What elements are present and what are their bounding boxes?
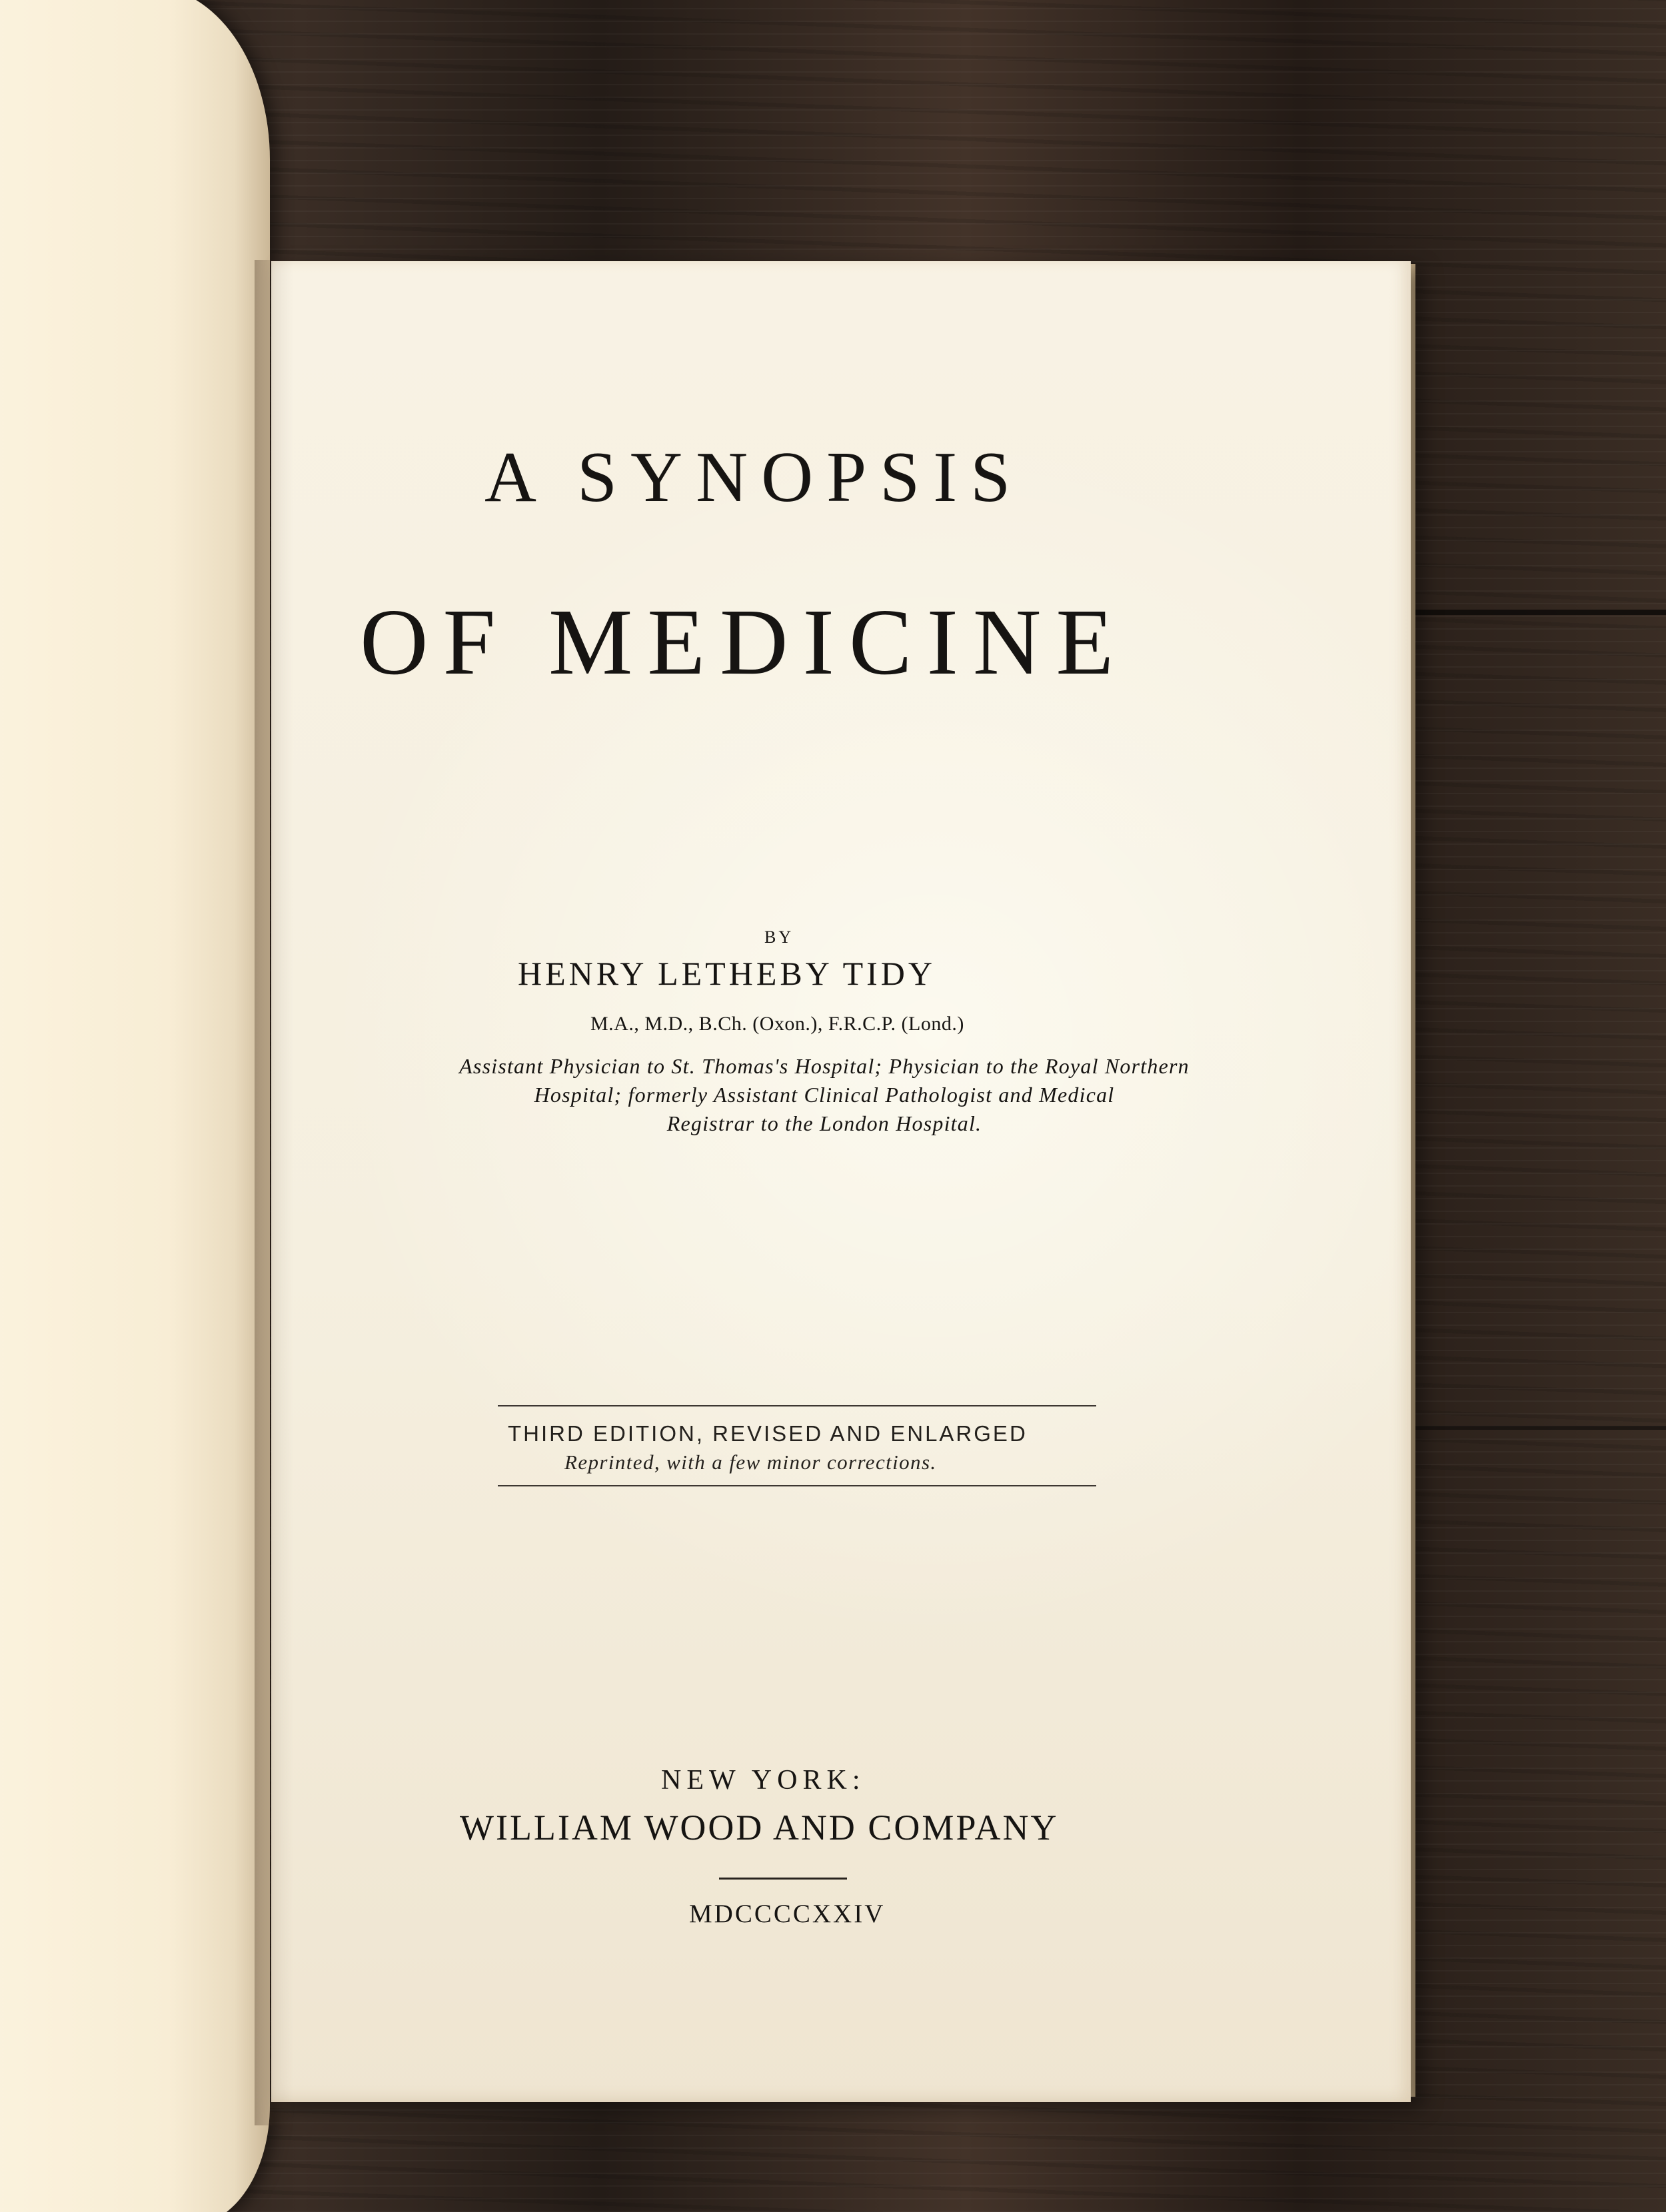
book-title-line-2: OF MEDICINE (360, 589, 1129, 694)
publisher-name: WILLIAM WOOD AND COMPANY (460, 1808, 1059, 1848)
author-affiliation-line-3: Registrar to the London Hospital. (666, 1111, 982, 1135)
by-label: BY (764, 927, 794, 947)
author-affiliation-line-2: Hospital; formerly Assistant Clinical Pathologist and Medical (534, 1083, 1115, 1107)
author-name: HENRY LETHEBY TIDY (518, 955, 936, 992)
reprint-note: Reprinted, with a few minor corrections. (564, 1450, 937, 1474)
publication-place: NEW YORK: (661, 1765, 866, 1796)
author-degrees: M.A., M.D., B.Ch. (Oxon.), F.R.C.P. (Lond.) (590, 1013, 964, 1035)
wood-plank-gap (1413, 610, 1666, 615)
left-blank-page (0, 0, 270, 2212)
book-title-line-1: A SYNOPSIS (484, 438, 1024, 517)
author-affiliation-line-1: Assistant Physician to St. Thomas's Hospital; Physician to the Royal Northern (459, 1054, 1190, 1078)
publication-date: MDCCCCXXIV (689, 1900, 886, 1928)
edition-bottom-rule (498, 1485, 1096, 1486)
edition-top-rule (498, 1405, 1096, 1406)
wood-plank-gap (1413, 1426, 1666, 1430)
edition-statement: THIRD EDITION, REVISED AND ENLARGED (508, 1421, 1028, 1446)
title-page (271, 261, 1411, 2102)
title-page-content (271, 261, 1411, 2102)
publisher-rule (719, 1878, 847, 1880)
gutter-shadow (255, 260, 293, 2125)
